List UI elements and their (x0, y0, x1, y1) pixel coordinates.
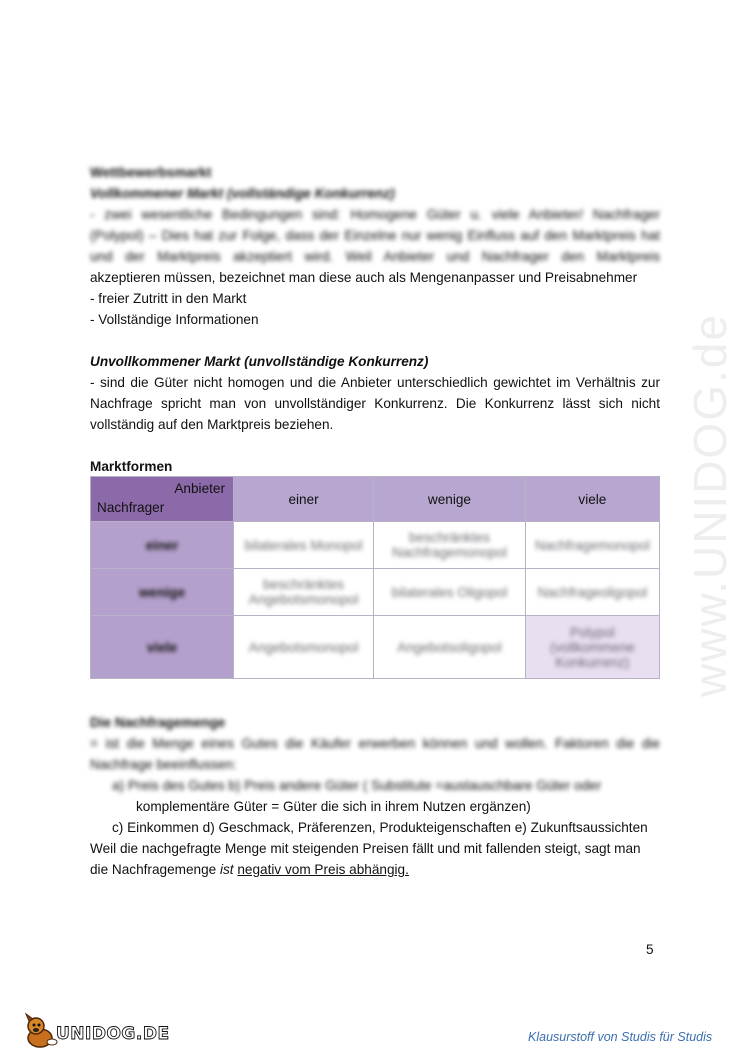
blurred-line: Nachfrage beeinflussen: (90, 757, 237, 772)
table-cell: Angebotsoligopol (374, 616, 526, 679)
corner-label-anbieter: Anbieter (174, 481, 225, 496)
table-cell: bilaterales Oligopol (374, 569, 526, 616)
section-title: Wettbewerbsmarkt (90, 165, 212, 180)
column-header: wenige (374, 477, 526, 522)
text-line: vollständig auf den Marktpreis beziehen. (90, 417, 334, 432)
corner-label-nachfrager: Nachfrager (97, 500, 165, 515)
section-title: Unvollkommener Markt (unvollständige Konkurrenz) (90, 354, 429, 369)
table-cell: Nachfragemonopol (525, 522, 659, 569)
blurred-line: - zwei wesentliche Bedingungen sind: Homogene Güter u. viele Anbieter/ Nachfrager (90, 207, 660, 222)
table-cell-highlighted: Polypol (vollkommene Konkurrenz) (525, 616, 659, 679)
text-line: die Nachfragemenge ist negativ vom Preis abhängig. (90, 862, 409, 877)
section-title: Die Nachfragemenge (90, 715, 226, 730)
row-header: einer (91, 522, 234, 569)
list-item-a: a) Preis des Gutes b) Preis andere Güter ( Substitute =austauschbare Güter oder (112, 778, 602, 793)
text-line: - sind die Güter nicht homogen und die Anbieter unterschiedlich gewichtet im Verhältnis zur (90, 375, 660, 390)
table-row (91, 522, 660, 569)
footer-slogan: Klausurstoff von Studis für Studis (528, 1030, 713, 1044)
unidog-logo (22, 1012, 172, 1052)
table-cell: Angebotsmonopol (234, 616, 374, 679)
table-header-row (91, 477, 660, 522)
blurred-line: und der Marktpreis akzeptiert wird. Weil Anbieter und Nachfrager den Marktpreis (90, 249, 660, 264)
table-cell: bilaterales Monopol (234, 522, 374, 569)
text-line: - freier Zutritt in den Markt (90, 291, 247, 306)
text-line: akzeptieren müssen, bezeichnet man diese auch als Mengenanpasser und Preisabnehmer (90, 270, 638, 285)
row-header: wenige (91, 569, 234, 616)
table-row (91, 569, 660, 616)
logo-text: UNIDOG.DE (56, 1024, 170, 1044)
table-cell: beschränktes Angebotsmonopol (234, 569, 374, 616)
blurred-line: (Polypol) – Dies hat zur Folge, dass der Einzelne nur wenig Einfluss auf den Marktpreis hat (90, 228, 660, 243)
list-item-a-continuation: komplementäre Güter = Güter die sich in ihrem Nutzen ergänzen) (136, 799, 531, 814)
section-subtitle: Vollkommener Markt (vollständige Konkurrenz) (90, 186, 395, 201)
page-number: 5 (646, 942, 654, 957)
list-item-c: c) Einkommen d) Geschmack, Präferenzen, Produkteigenschaften e) Zukunftsaussichten (112, 820, 648, 835)
blurred-line: = ist die Menge eines Gutes die Käufer erwerben können und wollen. Faktoren die die (90, 736, 660, 751)
text-line: - Vollständige Informationen (90, 312, 259, 327)
section-nachfragemenge (90, 712, 660, 880)
marktformen-table (90, 476, 660, 679)
watermark: www.UNIDOG.de (684, 313, 736, 697)
table-corner-cell (91, 477, 234, 522)
table-row (91, 616, 660, 679)
table-title: Marktformen (90, 459, 173, 474)
text-line: Weil die nachgefragte Menge mit steigenden Preisen fällt und mit fallenden steigt, sagt man (90, 841, 641, 856)
section-wettbewerbsmarkt (90, 162, 660, 477)
text-line: Nachfrage spricht man von unvollständiger Konkurrenz. Die Konkurrenz lässt sich nicht (90, 396, 660, 411)
column-header: einer (234, 477, 374, 522)
table-cell: beschränktes Nachfragemonopol (374, 522, 526, 569)
column-header: viele (525, 477, 659, 522)
row-header: viele (91, 616, 234, 679)
table-cell: Nachfrageoligopol (525, 569, 659, 616)
